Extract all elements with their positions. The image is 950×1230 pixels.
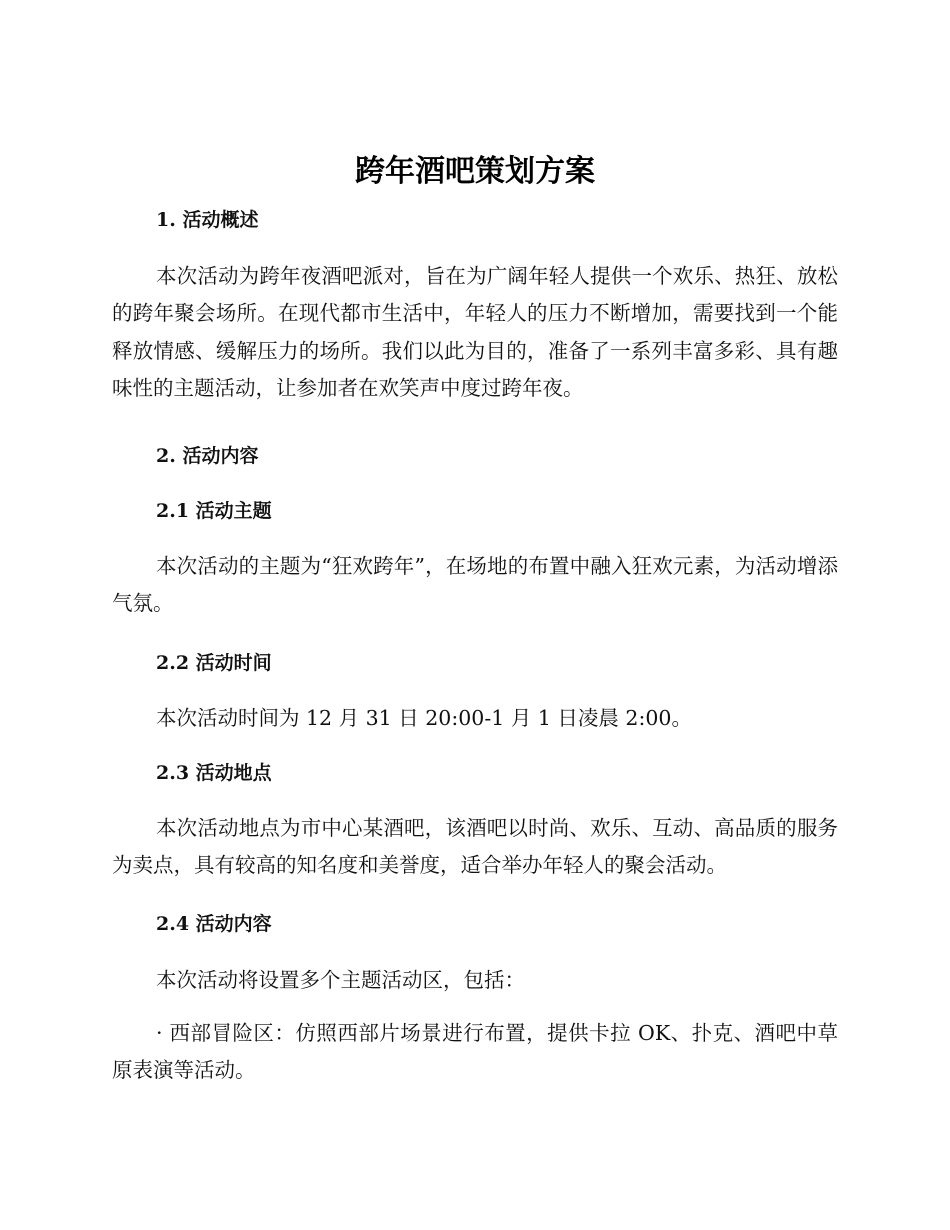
section-heading-2: 2. 活动内容 xyxy=(156,445,259,467)
section-1-paragraph: 本次活动为跨年夜酒吧派对，旨在为广阔年轻人提供一个欢乐、热狂、放松的跨年聚会场所。在现代都市生活中，年轻人的压力不断增加，需要找到一个能释放情感、缓解压力的场所。我们以此为目的，准备了一系列丰富多彩、具有趣味性的主题活动，让参加者在欢笑声中度过跨年夜。 xyxy=(112,264,838,400)
section-2-3-paragraph: 本次活动地点为市中心某酒吧，该酒吧以时尚、欢乐、互动、高品质的服务为卖点，具有较高的知名度和美誉度，适合举办年轻人的聚会活动。 xyxy=(112,816,838,878)
section-2-2-paragraph: 本次活动时间为 12 月 31 日 20:00-1 月 1 日凌晨 2:00。 xyxy=(156,706,692,730)
section-heading-2-3: 2.3 活动地点 xyxy=(156,762,272,784)
section-heading-1: 1. 活动概述 xyxy=(156,209,259,231)
section-heading-2-2: 2.2 活动时间 xyxy=(156,652,272,674)
section-2-1-paragraph: 本次活动的主题为“狂欢跨年”，在场地的布置中融入狂欢元素，为活动增添气氛。 xyxy=(112,554,838,616)
section-heading-2-4: 2.4 活动内容 xyxy=(156,913,272,935)
section-heading-2-1: 2.1 活动主题 xyxy=(156,500,272,522)
page-title: 跨年酒吧策划方案 xyxy=(355,154,595,189)
list-item: · 西部冒险区：仿照西部片场景进行布置，提供卡拉 OK、扑克、酒吧中草原表演等活动。 xyxy=(112,1021,838,1083)
section-2-4-paragraph: 本次活动将设置多个主题活动区，包括： xyxy=(156,968,525,992)
